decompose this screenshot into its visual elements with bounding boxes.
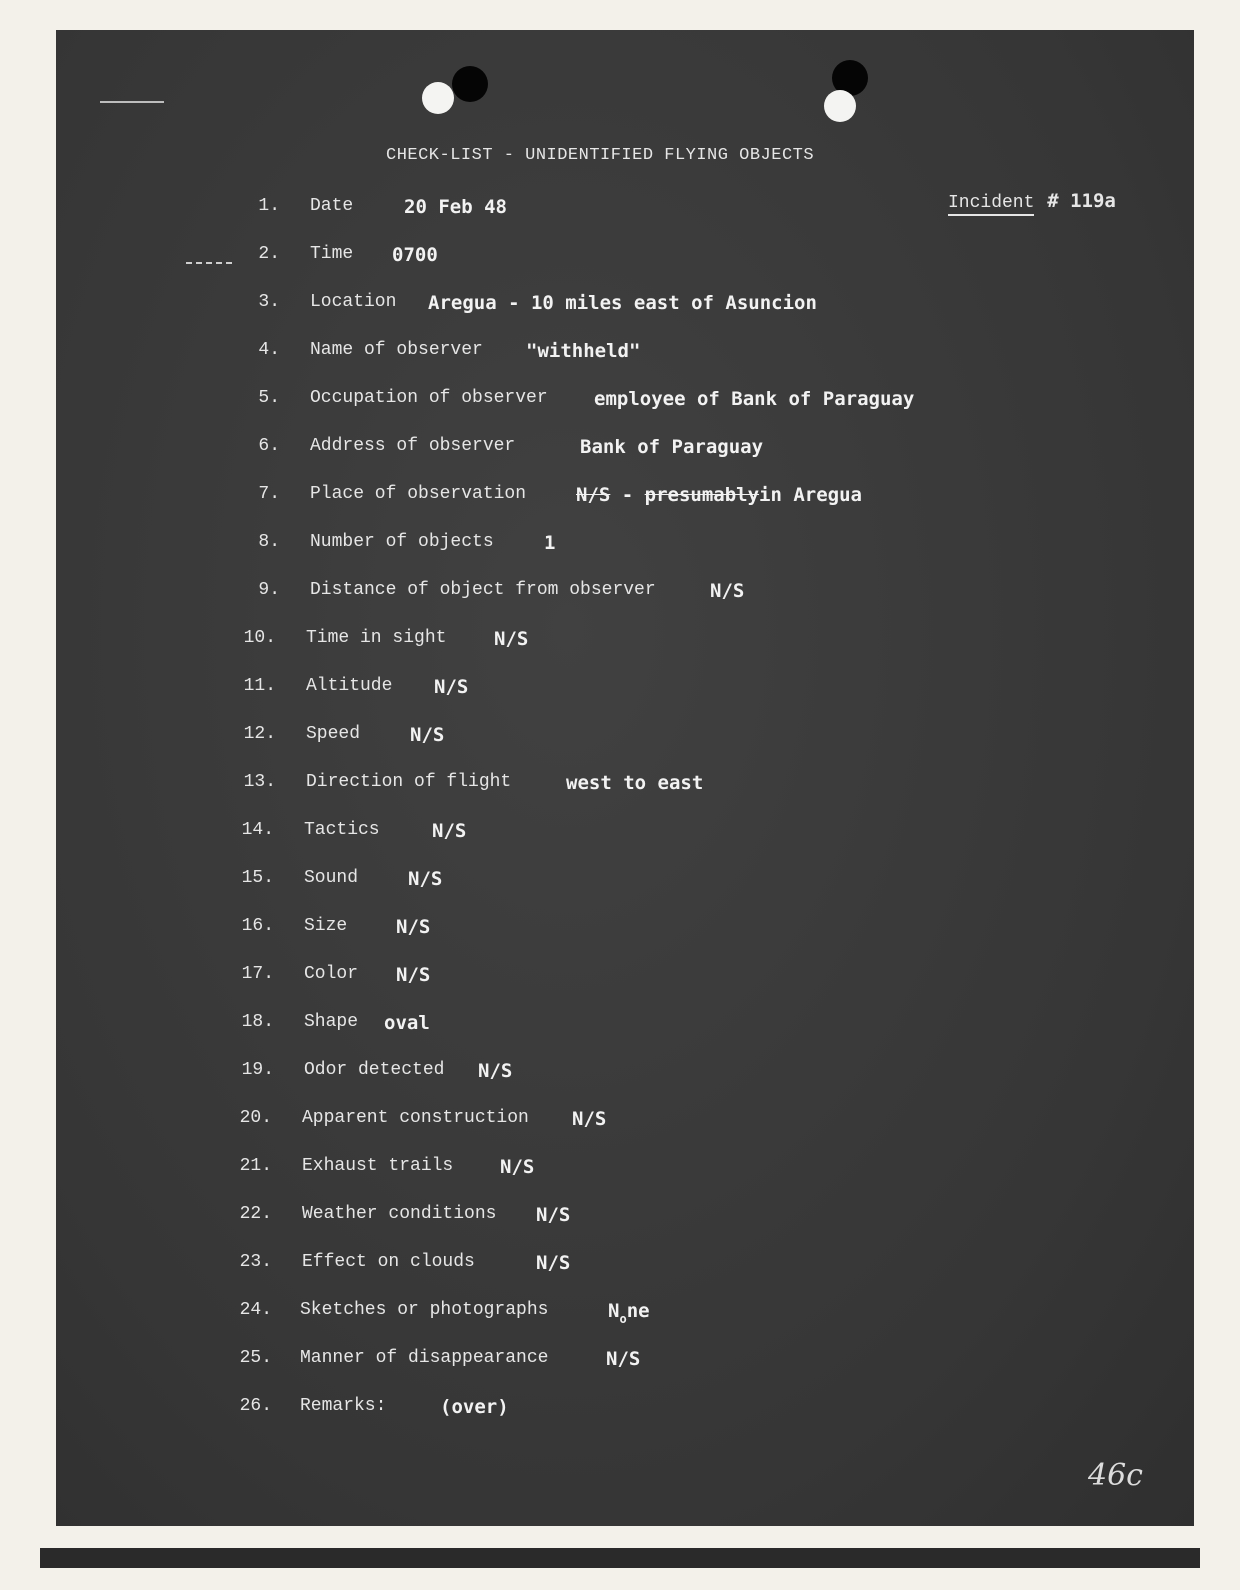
incident-label: Incident — [948, 193, 1034, 216]
item-value: N/S — [500, 1156, 535, 1178]
item-number: 4. — [258, 340, 280, 360]
struck-text: N/S — [576, 484, 611, 506]
item-value: oval — [384, 1012, 430, 1034]
item-value: "withheld" — [526, 340, 641, 362]
item-label: Apparent construction — [302, 1108, 529, 1128]
item-label: Weather conditions — [302, 1204, 497, 1224]
value-part: ne — [626, 1300, 650, 1322]
document-title: CHECK-LIST - UNIDENTIFIED FLYING OBJECTS — [386, 146, 815, 165]
item-label: Location — [310, 292, 397, 312]
item-value: N/S — [432, 820, 467, 842]
item-label: Tactics — [304, 820, 380, 840]
item-label: Speed — [306, 724, 361, 744]
item-number: 14. — [241, 820, 274, 840]
item-label: Occupation of observer — [310, 388, 548, 408]
item-value: Bank of Paraguay — [580, 436, 764, 458]
item-label: Number of objects — [310, 532, 494, 552]
incident-value: # 119a — [1047, 190, 1116, 212]
item-number: 12. — [243, 724, 276, 744]
punch-hole-left — [422, 82, 454, 114]
item-label: Size — [304, 916, 348, 936]
item-number: 19. — [241, 1060, 274, 1080]
item-value: N/S — [494, 628, 529, 650]
item-label: Odor detected — [304, 1060, 445, 1080]
item-number: 11. — [243, 676, 276, 696]
incident-number — [948, 190, 1116, 213]
item-number: 7. — [258, 484, 280, 504]
item-label: Date — [310, 196, 354, 216]
item-number: 22. — [239, 1204, 272, 1224]
punch-hole-left-shadow — [452, 66, 488, 102]
item-label: Place of observation — [310, 484, 527, 504]
item-number: 15. — [241, 868, 274, 888]
item-number: 26. — [239, 1396, 272, 1416]
item-value: N/S — [396, 964, 431, 986]
struck-text: presumably — [644, 484, 760, 506]
item-number: 6. — [258, 436, 280, 456]
item-label: Distance of object from observer — [310, 580, 656, 600]
value-subscript: o — [619, 1312, 627, 1326]
item-value: 1 — [544, 532, 556, 554]
item-label: Shape — [304, 1012, 359, 1032]
item-label: Effect on clouds — [302, 1252, 475, 1272]
item-number: 9. — [258, 580, 280, 600]
item-value: N/S — [572, 1108, 607, 1130]
item-number: 24. — [239, 1300, 272, 1320]
item-number: 5. — [258, 388, 280, 408]
item-number: 16. — [241, 916, 274, 936]
item-number: 13. — [243, 772, 276, 792]
item-value: 20 Feb 48 — [404, 196, 507, 218]
item-value: N/S — [536, 1204, 571, 1226]
handwritten-page-mark: 46c — [1088, 1458, 1143, 1493]
item-label: Exhaust trails — [302, 1156, 454, 1176]
sheet-edge-strip — [40, 1548, 1200, 1568]
item-number: 2. — [258, 244, 280, 264]
item-number: 21. — [239, 1156, 272, 1176]
value-tail: in Aregua — [759, 484, 862, 506]
item-number: 17. — [241, 964, 274, 984]
item-label: Name of observer — [310, 340, 483, 360]
item-label: Direction of flight — [306, 772, 512, 792]
item-value — [576, 484, 862, 506]
item-number: 3. — [258, 292, 280, 312]
item-label: Time — [310, 244, 354, 264]
item-label: Time in sight — [306, 628, 447, 648]
item-value: N/S — [478, 1060, 513, 1082]
margin-mark — [100, 101, 164, 103]
dash-mark — [186, 262, 232, 264]
item-value: Aregua - 10 miles east of Asuncion — [428, 292, 817, 314]
item-label: Sketches or photographs — [300, 1300, 549, 1320]
item-value: 0700 — [392, 244, 438, 266]
item-value: N/S — [606, 1348, 641, 1370]
item-value: employee of Bank of Paraguay — [594, 388, 915, 410]
item-value: west to east — [566, 772, 704, 794]
item-number: 25. — [239, 1348, 272, 1368]
item-number: 8. — [258, 532, 280, 552]
item-number: 18. — [241, 1012, 274, 1032]
item-number: 20. — [239, 1108, 272, 1128]
item-value — [608, 1300, 650, 1326]
item-label: Altitude — [306, 676, 393, 696]
item-number: 1. — [258, 196, 280, 216]
item-number: 23. — [239, 1252, 272, 1272]
item-value: N/S — [710, 580, 745, 602]
value-separator: - — [610, 484, 645, 506]
item-label: Remarks: — [300, 1396, 387, 1416]
item-label: Address of observer — [310, 436, 516, 456]
item-value: N/S — [410, 724, 445, 746]
item-label: Manner of disappearance — [300, 1348, 549, 1368]
item-label: Sound — [304, 868, 359, 888]
item-number: 10. — [243, 628, 276, 648]
item-value: N/S — [434, 676, 469, 698]
punch-hole-right — [824, 90, 856, 122]
value-part: N — [608, 1300, 620, 1322]
item-value: N/S — [408, 868, 443, 890]
item-value: N/S — [536, 1252, 571, 1274]
item-label: Color — [304, 964, 359, 984]
item-value: (over) — [440, 1396, 509, 1418]
item-value: N/S — [396, 916, 431, 938]
